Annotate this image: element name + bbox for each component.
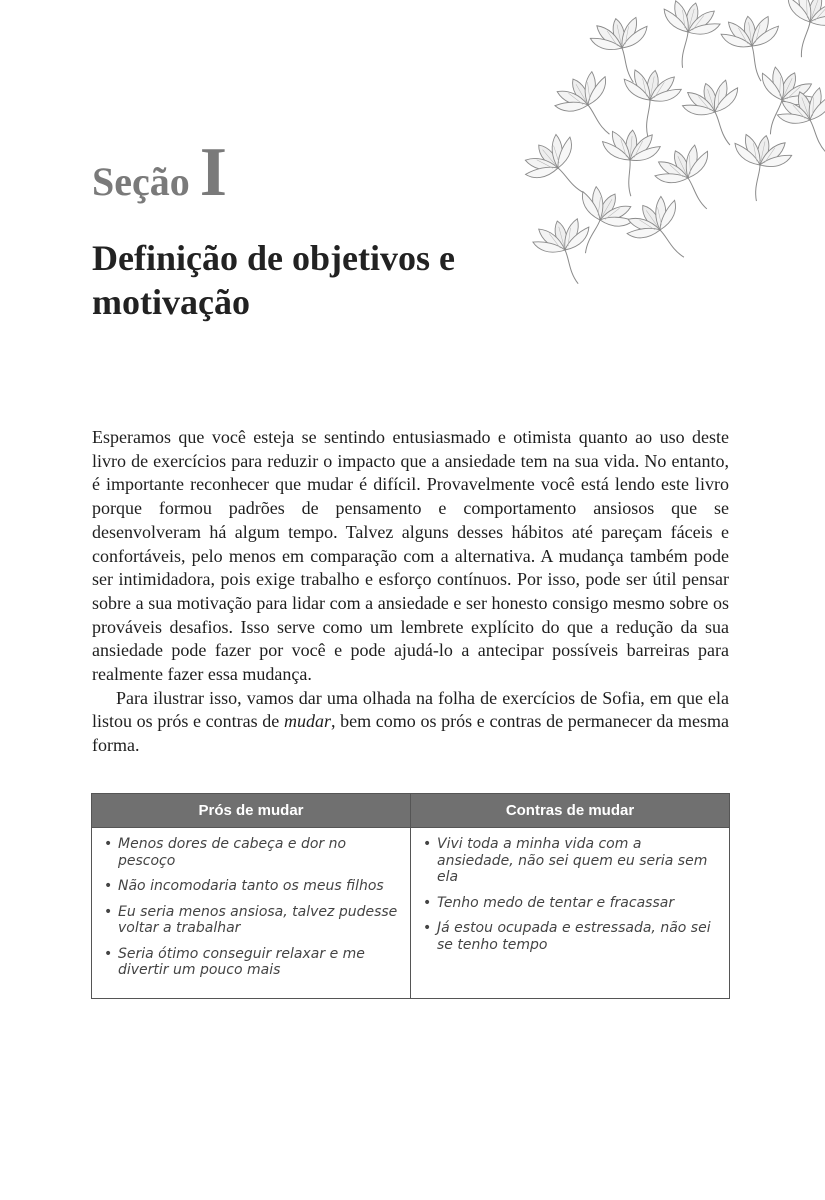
pros-item: • Seria ótimo conseguir relaxar e me divertir um pouco mais — [104, 946, 398, 979]
cons-cell — [411, 828, 730, 999]
page-title: Definição de objetivos e motivação — [92, 238, 455, 322]
section-heading — [92, 134, 228, 211]
cons-item: • Vivi toda a minha vida com a ansiedade, não sei quem eu seria sem ela — [423, 836, 717, 886]
body-text — [92, 426, 729, 758]
pros-item: • Menos dores de cabeça e dor no pescoço — [104, 836, 398, 869]
pros-item: • Eu seria menos ansiosa, talvez pudesse voltar a trabalhar — [104, 904, 398, 937]
cons-item: • Tenho medo de tentar e fracassar — [423, 895, 717, 912]
paragraph-2-start: Para ilustrar isso, vamos dar uma olhada na folha de exercícios de Sofia, em que ela listou os prós e contras de — [92, 687, 729, 732]
section-numeral: I — [199, 134, 228, 211]
paragraph-2 — [92, 687, 729, 758]
paragraph-2-emphasis: mudar — [283, 711, 331, 732]
pros-item: • Não incomodaria tanto os meus filhos — [104, 878, 398, 895]
pros-list — [104, 836, 398, 979]
lotus-flowers-illustration — [520, 0, 825, 300]
cons-header: Contras de mudar — [411, 794, 730, 828]
paragraph-1: Esperamos que você esteja se sentindo entusiasmado e otimista quanto ao uso deste livro de exercícios para reduzir o impacto que a ansiedade tem na sua vida. No entanto, é importante reconhecer que mudar é difícil. Provavelmente você está lendo este livro porque formou padrões de pensamento e comportamento ansiosos que se desenvolveram há algum tempo. Talvez alguns desses hábitos até pareçam fáceis e confortáveis, pelo menos em comparação com a alternativa. A mudança também pode ser intimidadora, pois exige trabalho e esforço contínuos. Por isso, pode ser útil pensar sobre a sua motivação para lidar com a ansiedade e ser honesto consigo mesmo sobre os prováveis desafios. Isso serve como um lembrete explícito do que a redução da sua ansiedade pode fazer por você e pode ajudá-lo a antecipar possíveis barreiras para realmente fazer essa mudança. — [92, 427, 729, 685]
section-word: Seção — [92, 159, 190, 204]
cons-list — [423, 836, 717, 953]
pros-header: Prós de mudar — [92, 794, 411, 828]
cons-item: • Já estou ocupada e estressada, não sei se tenho tempo — [423, 920, 717, 953]
paragraph-2-end: , bem como os prós e contras de permanecer da mesma forma. — [92, 711, 729, 756]
pros-cell — [92, 828, 411, 999]
pros-cons-table — [91, 793, 730, 999]
